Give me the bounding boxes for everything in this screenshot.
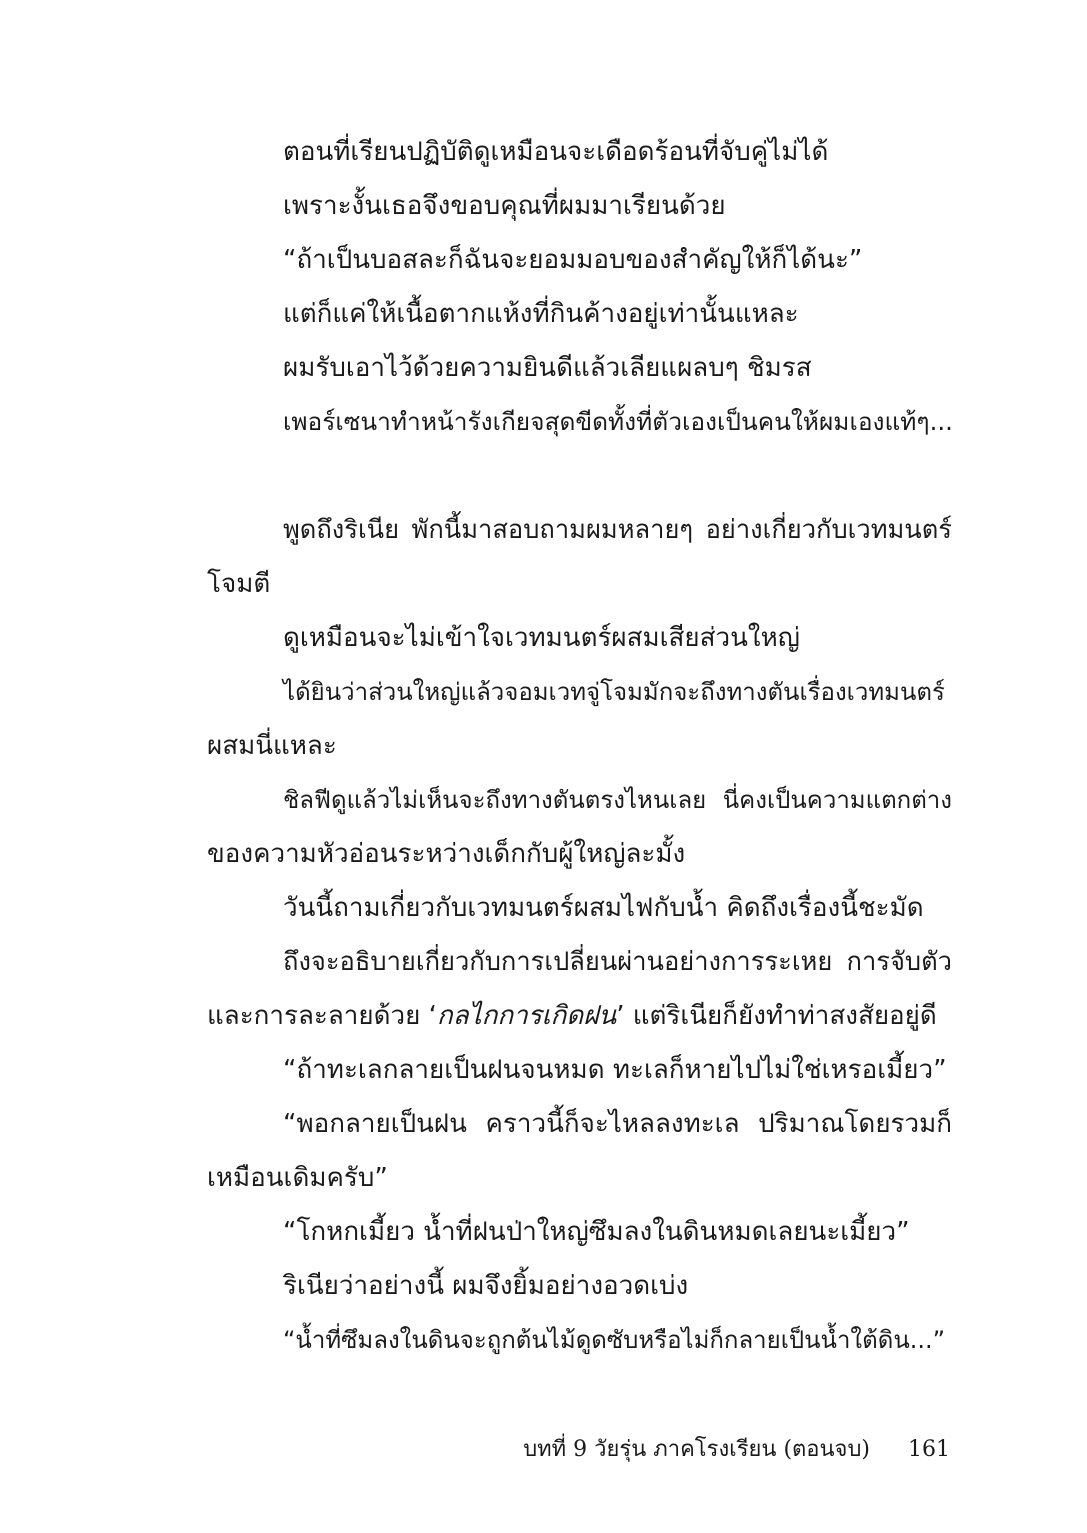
paragraph-line: ชิลฟีดูแล้วไม่เห็นจะถึงทางตันตรงไหนเลย นี่คงเป็นความแตกต่าง [283, 786, 952, 814]
dialogue-line: “น้ำที่ซึมลงในดินจะถูกต้นไม้ดูดซับหรือไม่ก็กลายเป็นน้ำใต้ดิน...” [283, 1326, 946, 1354]
paragraph-line: ผสมนี่แหละ [207, 731, 337, 761]
running-footer [480, 1432, 950, 1468]
dialogue-line: “ถ้าทะเลกลายเป็นฝนจนหมด ทะเลก็หายไปไม่ใช่เหรอเมี้ยว” [283, 1055, 947, 1085]
text-span: และการละลายด้วย ‘ [207, 1001, 437, 1031]
text-line: เพราะงั้นเธอจึงขอบคุณที่ผมมาเรียนด้วย [283, 191, 726, 221]
dialogue-line: เหมือนเดิมครับ” [207, 1163, 388, 1193]
paragraph-line: วันนี้ถามเกี่ยวกับเวทมนตร์ผสมไฟกับน้ำ คิดถึงเรื่องนี้ชะมัด [283, 893, 924, 923]
page-number: 161 [908, 1437, 950, 1462]
dialogue-line: “พอกลายเป็นฝน คราวนี้ก็จะไหลลงทะเล ปริมาณโดยรวมก็ [283, 1109, 952, 1139]
paragraph-line: พูดถึงริเนีย พักนี้มาสอบถามผมหลายๆ อย่างเกี่ยวกับเวทมนตร์ [283, 515, 952, 545]
body-text [207, 125, 952, 1367]
text-line: ตอนที่เรียนปฏิบัติดูเหมือนจะเดือดร้อนที่จับคู่ไม่ได้ [283, 137, 829, 167]
paragraph-line: ของความหัวอ่อนระหว่างเด็กกับผู้ใหญ่ละมั้ง [207, 839, 686, 869]
paragraph-line: โจมตี [207, 569, 271, 599]
dialogue-line: “ถ้าเป็นบอสละก็ฉันจะยอมมอบของสำคัญให้ก็ได้นะ” [283, 245, 863, 275]
section-break [207, 449, 952, 503]
emphasized-term: กลไกการเกิดฝน [436, 1001, 617, 1031]
paragraph-line: ถึงจะอธิบายเกี่ยวกับการเปลี่ยนผ่านอย่างการระเหย การจับตัว [283, 947, 952, 977]
text-line: เพอร์เซนาทำหน้ารังเกียจสุดขีดทั้งที่ตัวเองเป็นคนให้ผมเองแท้ๆ... [283, 407, 953, 436]
paragraph-line [207, 989, 952, 1043]
text-line: แต่ก็แค่ให้เนื้อตากแห้งที่กินค้างอยู่เท่านั้นแหละ [283, 299, 799, 329]
paragraph-line: ริเนียว่าอย่างนี้ ผมจึงยิ้มอย่างอวดเบ่ง [283, 1271, 689, 1301]
paragraph-line: ดูเหมือนจะไม่เข้าใจเวทมนตร์ผสมเสียส่วนใหญ่ [283, 623, 800, 653]
dialogue-line: “โกหกเมี้ยว น้ำที่ฝนป่าใหญ่ซึมลงในดินหมดเลยนะเมี้ยว” [283, 1217, 910, 1247]
paragraph-line: ได้ยินว่าส่วนใหญ่แล้วจอมเวทจู่โจมมักจะถึงทางตันเรื่องเวทมนตร์ [283, 678, 945, 706]
text-span: ’ แต่ริเนียก็ยังทำท่าสงสัยอยู่ดี [616, 1001, 937, 1031]
text-line: ผมรับเอาไว้ด้วยความยินดีแล้วเลียแผลบๆ ชิมรส [283, 353, 812, 383]
chapter-title: บทที่ 9 วัยรุ่น ภาคโรงเรียน (ตอนจบ) [523, 1437, 870, 1462]
